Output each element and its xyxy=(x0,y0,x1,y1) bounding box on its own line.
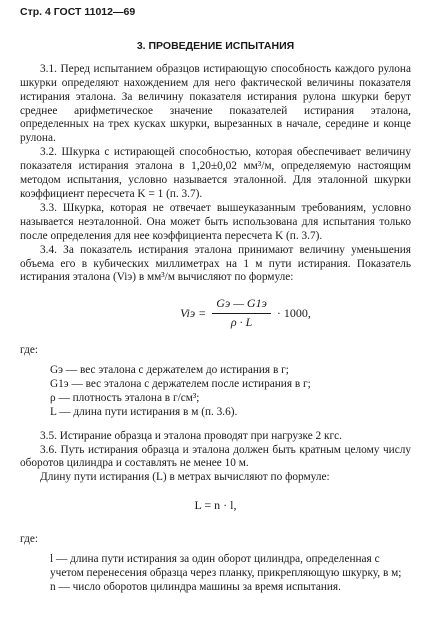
where-label-2: где: xyxy=(20,533,38,546)
definition-item: G1э — вес эталона с держателем после истирания в г; xyxy=(50,377,311,390)
formula-rhs: · 1000, xyxy=(276,305,311,320)
paragraph-3-6-length: Длину пути истирания (L) в метрах вычисляют по формуле: xyxy=(40,471,330,484)
definition-item: n — число оборотов цилиндра машины за время испытания. xyxy=(50,580,341,593)
where-label-1: где: xyxy=(20,344,38,357)
formula-numerator: Gэ — G1э xyxy=(212,297,271,314)
definitions-list-1 xyxy=(50,364,411,420)
definition-item: Gэ — вес эталона с держателем до истирания в г; xyxy=(50,364,289,377)
paragraph-3-5: 3.5. Истирание образца и эталона проводят при нагрузке 2 кгс. xyxy=(40,429,342,442)
paragraph-3-4: 3.4. За показатель истирания эталона принимают величину уменьшения объема его в кубических миллиметрах на 1 м пути истирания. Показатель истирания эталона (Viэ) в мм³/м вычисляют по формуле: xyxy=(20,243,411,284)
paragraph-3-6: 3.6. Путь истирания образца и эталона должен быть кратным целому числу оборотов цилиндра и составлять не менее 10 м. xyxy=(20,443,411,470)
definition-item: l — длина пути истирания за один оборот цилиндра, определенная с учетом перенесения образца через планку, прикрепляющую шкурку, в м; xyxy=(50,553,402,579)
definition-item: L — длина пути истирания в м (п. 3.6). xyxy=(50,405,238,418)
path-length-formula: L = n · l, xyxy=(194,498,237,513)
formula-fraction xyxy=(212,297,271,330)
section-title: 3. ПРОВЕДЕНИЕ ИСПЫТАНИЯ xyxy=(136,39,295,52)
paragraph-3-2: 3.2. Шкурка с истирающей способностью, которая обеспечивает величину показателя истирания эталона в 1,20±0,02 мм³/м, определяемую настоящим методом испытания, условно называется эталонной. Для эталонной шкурки коэффициент пересчета K = 1 (п. 3.7). xyxy=(20,146,411,200)
formula-denominator: ρ · L xyxy=(230,315,253,330)
page-header: Стр. 4 ГОСТ 11012—69 xyxy=(20,6,136,18)
definitions-list-2 xyxy=(50,553,411,595)
definition-item: ρ — плотность эталона в г/см³; xyxy=(50,391,200,404)
paragraph-3-3: 3.3. Шкурка, которая не отвечает вышеуказанным требованиям, условно называется неэталонной. Она может быть использована для испытания только после определения для нее коэффициента пересчета K (п. 3.7). xyxy=(20,201,411,242)
paragraph-3-1: 3.1. Перед испытанием образцов истирающую способность каждого рулона шкурки определяют нахождением для него фактической величины показателя истирания эталона. За величину показателя истирания рулона шкурки берут среднее арифметическое значение показателей истирания эталона, определенных на трех кусках шкурки, вырезанных в начале, середине и конце рулона. xyxy=(20,62,411,145)
formula-lhs: Viэ = xyxy=(180,305,207,320)
abrasion-formula xyxy=(80,297,411,330)
